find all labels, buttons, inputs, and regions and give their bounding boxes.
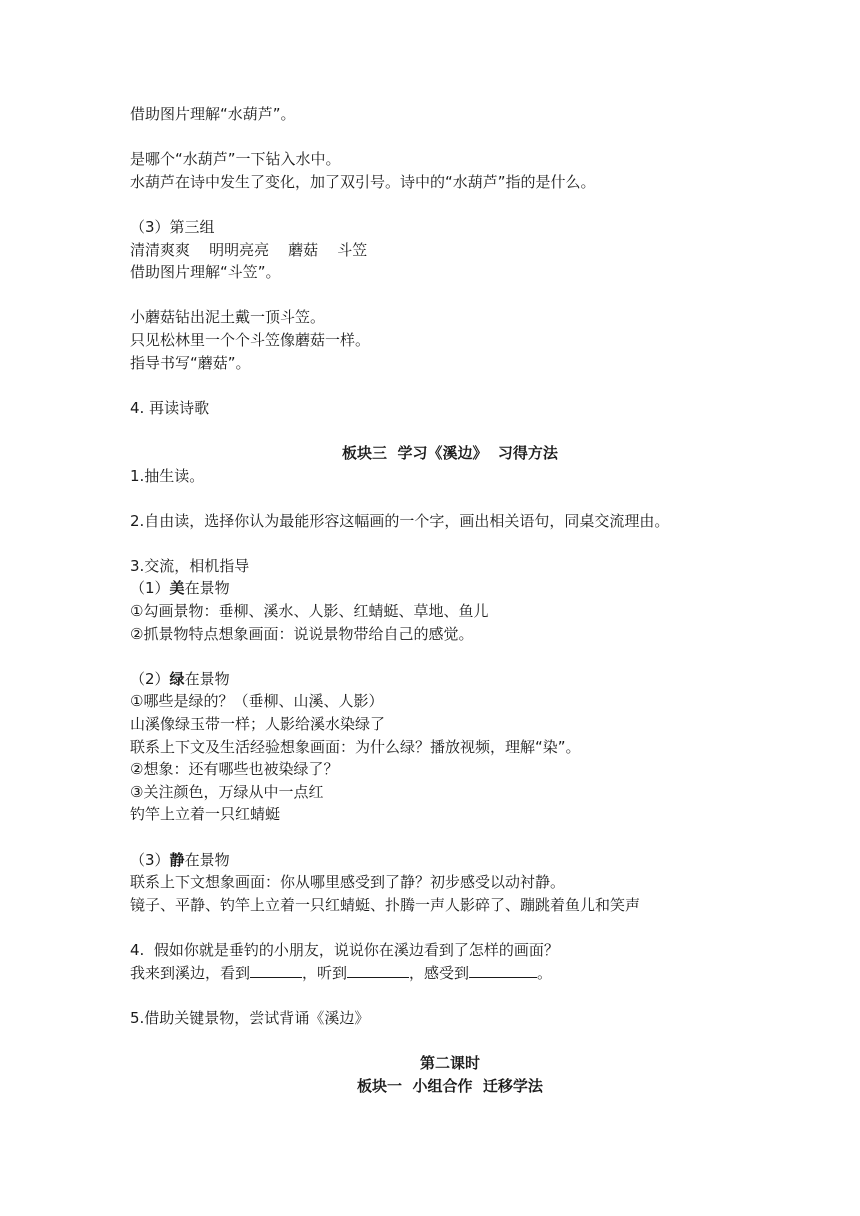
bold-keyword: 静 (169, 850, 185, 869)
bold-keyword: 绿 (169, 669, 185, 688)
text-line: 小蘑菇钻出泥土戴一顶斗笠。 (130, 308, 326, 327)
text-line: 镜子、平静、钓竿上立着一只红蜻蜓、扑腾一声人影碎了、蹦跳着鱼儿和笑声 (130, 895, 641, 914)
text-line: 联系上下文想象画面：你从哪里感受到了静？初步感受以动衬静。 (130, 873, 566, 892)
text-line: （3）静在景物 (130, 850, 230, 869)
text-line: 借助图片理解“水葫芦”。 (130, 105, 296, 123)
section-heading: 第二课时 (419, 1053, 480, 1072)
text-line: （1）美在景物 (130, 579, 230, 598)
text-line: 指导书写“蘑菇”。 (130, 353, 251, 372)
text-line: ③关注颜色，万绿从中一点红 (130, 782, 324, 801)
text-line: 3.交流，相机指导 (130, 556, 250, 575)
blank-underline (469, 962, 537, 978)
text-line: ①勾画景物：垂柳、溪水、人影、红蜻蜓、草地、鱼儿 (130, 602, 489, 621)
text-line: 只见松林里一个个斗笠像蘑菇一样。 (130, 330, 371, 349)
text-line: 清清爽爽 明明亮亮 蘑菇 斗笠 (130, 240, 368, 259)
fill-in-blank-line: 我来到溪边，看到 ，听到 ，感受到 。 (130, 963, 553, 982)
text-line: 是哪个“水葫芦”一下钻入水中。 (130, 150, 341, 169)
document-page (130, 103, 770, 1097)
text-line: 联系上下文及生活经验想象画面：为什么绿？播放视频，理解“染”。 (130, 737, 581, 756)
text-line: 5.借助关键景物，尝试背诵《溪边》 (130, 1008, 370, 1027)
text-line: 4. 再读诗歌 (130, 398, 210, 417)
text-line: 1.抽生读。 (130, 466, 205, 485)
text-line: ②抓景物特点想象画面：说说景物带给自己的感觉。 (130, 624, 474, 643)
text-line: 钓竿上立着一只红蜻蜓 (130, 805, 281, 824)
text-line: 4. 假如你就是垂钓的小朋友，说说你在溪边看到了怎样的画面？ (130, 940, 559, 959)
text-line: 2.自由读，选择你认为最能形容这幅画的一个字，画出相关语句，同桌交流理由。 (130, 511, 670, 530)
section-heading: 板块一 小组合作 迁移学法 (357, 1076, 543, 1095)
text-line: （2）绿在景物 (130, 669, 230, 688)
blank-underline (347, 962, 409, 978)
text-line: ②想象：还有哪些也被染绿了？ (130, 760, 339, 779)
bold-keyword: 美 (169, 579, 185, 598)
text-line: ①哪些是绿的？（垂柳、山溪、人影） (130, 692, 384, 711)
text-line: 山溪像绿玉带一样；人影给溪水染绿了 (130, 715, 386, 734)
text-line: 水葫芦在诗中发生了变化，加了双引号。诗中的“水葫芦”指的是什么。 (130, 172, 596, 191)
text-line: （3）第三组 (130, 217, 215, 236)
blank-underline (250, 962, 302, 978)
section-heading: 板块三 学习《溪边》 习得方法 (342, 443, 558, 462)
text-line: 借助图片理解“斗笠”。 (130, 263, 281, 282)
